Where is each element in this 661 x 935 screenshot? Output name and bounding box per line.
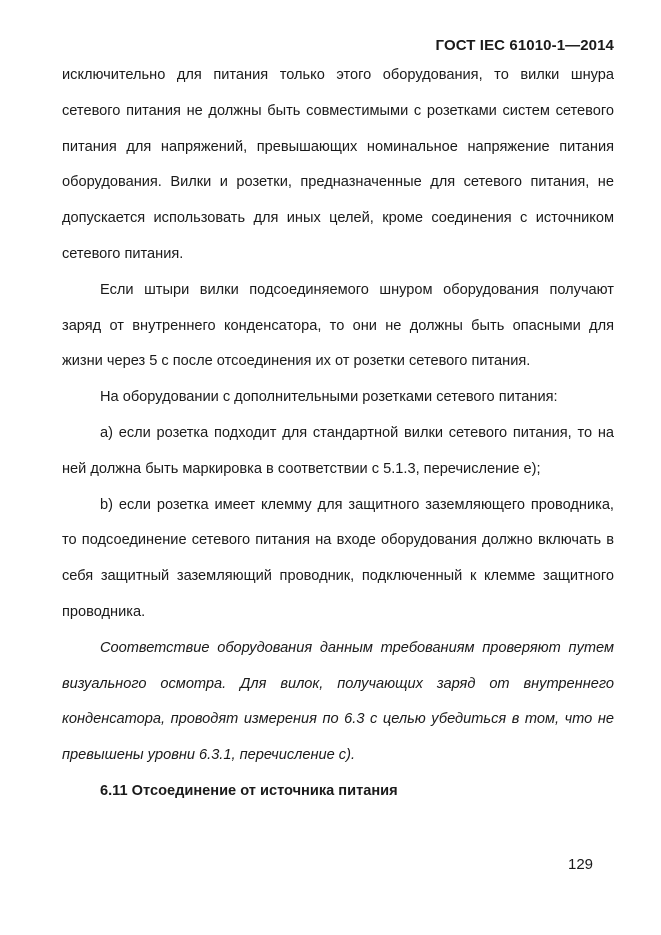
document-body	[62, 58, 614, 810]
paragraph-capacitor-charge: Если штыри вилки подсоединяемого шнуром оборудования получают заряд от внутреннего конденсатора, то они не должны быть опасными для жизни через 5 с после отсоединения их от розетки сетевого питания.	[62, 281, 614, 370]
document-header: ГОСТ IEC 61010-1—2014	[435, 37, 614, 54]
paragraph-continuation: исключительно для питания только этого оборудования, то вилки шнура сетевого питания не должны быть совместимыми с розетками систем сетевого питания для напряжений, превышающих номинальное напряжение питания оборудования. Вилки и розетки, предназначенные для сетевого питания, не допускается использовать для иных целей, кроме соединения с источником сетевого питания.	[62, 67, 614, 262]
section-heading: 6.11 Отсоединение от источника питания	[100, 782, 398, 799]
list-item-a: a) если розетка подходит для стандартной вилки сетевого питания, то на ней должна быть маркировка в соответствии с 5.1.3, перечисление e);	[62, 424, 614, 477]
page-number: 129	[568, 856, 594, 873]
paragraph-additional-sockets: На оборудовании с дополнительными розетками сетевого питания:	[100, 389, 558, 406]
paragraph-compliance: Соответствие оборудования данным требованиям проверяют путем визуального осмотра. Для вилок, получающих заряд от внутреннего конденсатора, проводят измерения по 6.3 с целью убедиться в том, что не превышены уровни 6.3.1, перечисление c).	[62, 639, 614, 764]
list-item-b: b) если розетка имеет клемму для защитного заземляющего проводника, то подсоединение сетевого питания на входе оборудования должно включать в себя защитный заземляющий проводник, подключенный к клемме защитного проводника.	[62, 496, 614, 620]
